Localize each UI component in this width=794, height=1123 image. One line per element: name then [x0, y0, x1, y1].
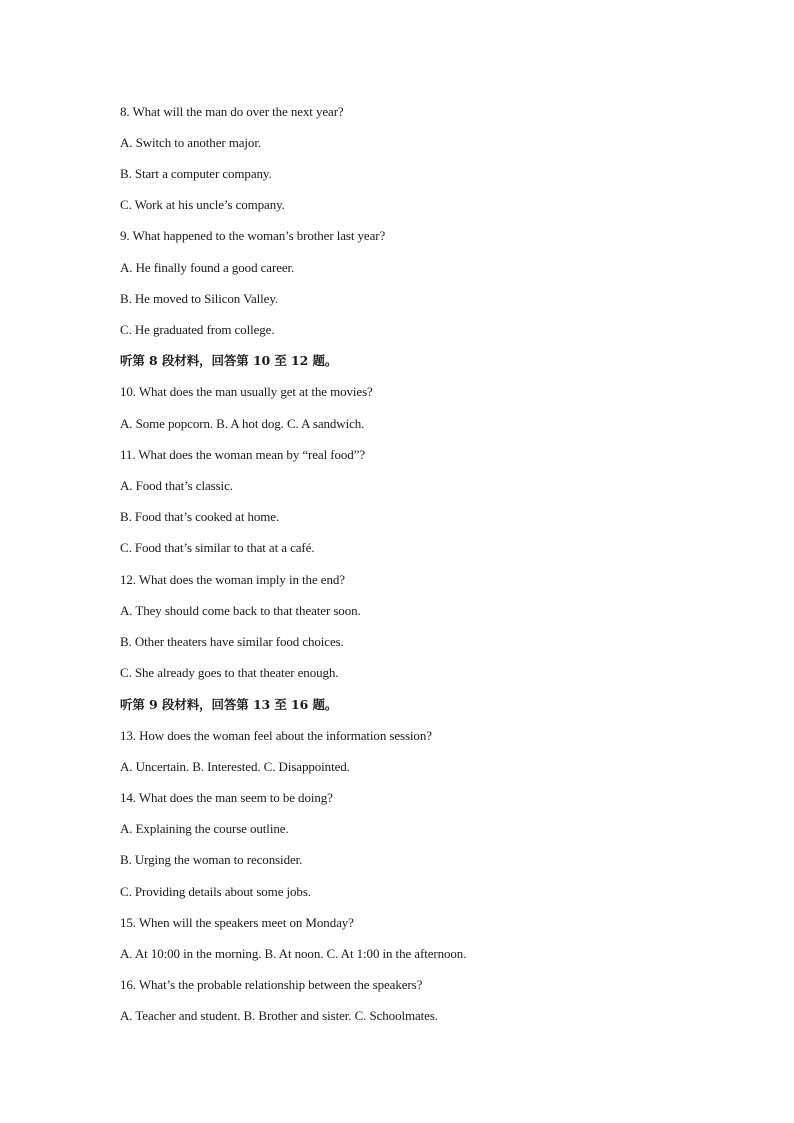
- question-11: 11. What does the woman mean by “real food”?: [120, 447, 366, 462]
- question-14-option-c: C. Providing details about some jobs.: [120, 884, 311, 899]
- question-14: 14. What does the man seem to be doing?: [120, 790, 333, 805]
- question-16-options: A. Teacher and student. B. Brother and sister. C. Schoolmates.: [120, 1008, 438, 1023]
- question-8-option-b: B. Start a computer company.: [120, 166, 272, 181]
- question-8-option-c: C. Work at his uncle’s company.: [120, 197, 285, 212]
- question-13: 13. How does the woman feel about the information session?: [120, 728, 432, 743]
- question-8: 8. What will the man do over the next year?: [120, 104, 344, 119]
- question-9-option-a: A. He finally found a good career.: [120, 260, 295, 275]
- question-12: 12. What does the woman imply in the end?: [120, 572, 345, 587]
- question-10-options: A. Some popcorn. B. A hot dog. C. A sandwich.: [120, 416, 365, 431]
- question-15: 15. When will the speakers meet on Monday?: [120, 915, 354, 930]
- question-9-option-c: C. He graduated from college.: [120, 322, 275, 337]
- question-15-options: A. At 10:00 in the morning. B. At noon. C. At 1:00 in the afternoon.: [120, 946, 467, 961]
- question-12-option-c: C. She already goes to that theater enough.: [120, 665, 339, 680]
- question-16: 16. What’s the probable relationship between the speakers?: [120, 977, 423, 992]
- question-14-option-b: B. Urging the woman to reconsider.: [120, 852, 303, 867]
- question-9-option-b: B. He moved to Silicon Valley.: [120, 291, 279, 306]
- section-heading-9: 听第 9 段材料，回答第 13 至 16 题。: [120, 697, 338, 712]
- question-11-option-c: C. Food that’s similar to that at a café.: [120, 540, 315, 555]
- question-10: 10. What does the man usually get at the movies?: [120, 384, 373, 399]
- question-12-option-b: B. Other theaters have similar food choices.: [120, 634, 344, 649]
- question-8-option-a: A. Switch to another major.: [120, 135, 261, 150]
- question-12-option-a: A. They should come back to that theater soon.: [120, 603, 361, 618]
- question-14-option-a: A. Explaining the course outline.: [120, 821, 289, 836]
- question-11-option-a: A. Food that’s classic.: [120, 478, 233, 493]
- section-heading-8: 听第 8 段材料，回答第 10 至 12 题。: [120, 353, 338, 368]
- question-11-option-b: B. Food that’s cooked at home.: [120, 509, 280, 524]
- question-9: 9. What happened to the woman’s brother last year?: [120, 228, 386, 243]
- question-13-options: A. Uncertain. B. Interested. C. Disappointed.: [120, 759, 350, 774]
